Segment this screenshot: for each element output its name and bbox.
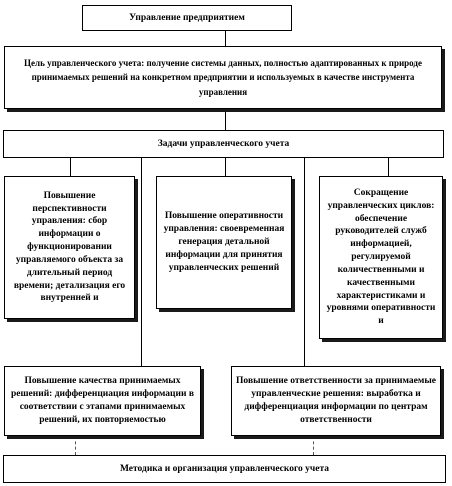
task-efficiency-box [156,176,292,309]
connector-task5-bottom [313,436,314,455]
goal-box [4,46,442,109]
connector-tasks-task3 [388,158,389,176]
connector-left-rail [141,158,142,366]
task-cycles-box [319,176,443,339]
task-responsibility-label: Повышение ответственности за принимаемые управленческие решения: выработка и дифференциация информации по центрам ответственности [236,376,436,425]
tasks-box [3,130,444,158]
connector-right-rail [304,158,305,366]
task-perspective-label: Повышение перспективности управления: сбор информации о функционировании управляемого объекта за длительный период времени; детализация его внутренней и [13,190,126,304]
connector-top-goal [225,31,226,46]
methodology-label: Методика и организация управленческого учета [119,463,330,474]
task-cycles-label: Сокращение управленческих циклов: обеспечение руководителей служб информацией, регулируемой количественными и качественными характеристиками и уровнями оперативности и [326,188,436,327]
methodology-box [3,455,446,483]
connector-tasks-task2 [225,158,226,176]
enterprise-management-box [82,5,292,31]
task-perspective-box [4,176,135,319]
task-quality-label: Повышение качества принимаемых решений: дифференциация информации в соответствии с этапами принимаемых решений, их повторяемостью [11,376,194,425]
connector-tasks-task1 [70,158,71,176]
task-quality-box [4,366,201,436]
task-responsibility-box [231,366,441,436]
tasks-label: Задачи управленческого учета [157,138,290,149]
connector-task4-bottom [75,436,76,455]
task-efficiency-label: Повышение оперативности управления: своевременная генерация детальной информации для принятия управленческих решений [163,211,285,273]
enterprise-management-label: Управление предприятием [129,12,245,23]
connector-goal-tasks [225,109,226,130]
goal-label: Цель управленческого учета: получение системы данных, полностью адаптированных к природе принимаемых решений на конкретном предприятии и используемых в качестве инструмента управления [24,57,422,97]
